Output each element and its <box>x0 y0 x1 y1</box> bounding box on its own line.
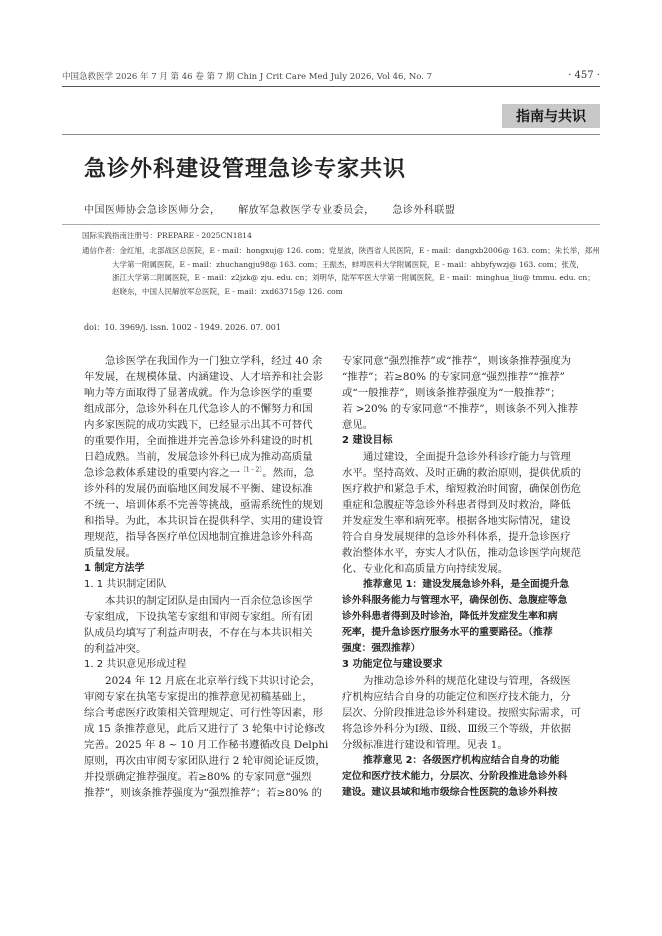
body-text-line <box>84 465 341 481</box>
body-text-line <box>84 385 341 401</box>
line-text: 并投票确定推荐强度。若≥80% 的专家同意“强烈 <box>84 771 312 783</box>
line-text: 推荐意见 1：建设发展急诊外科，是全面提升急 <box>363 579 570 590</box>
line-text: 符合自身发展规律的急诊外科体系，提升急诊医疗 <box>342 531 571 543</box>
recommendation-text-line <box>342 625 599 641</box>
line-text: 水平。坚持高效、及时正确的救治原则，提供优质的 <box>342 467 581 479</box>
line-text: 专家组成，下设执笔专家组和审阅专家组。所有团 <box>84 611 313 623</box>
body-text-line <box>84 449 341 465</box>
doi: doi：10. 3969/j. issn. 1002 - 1949. 2026. 07. 001 <box>84 323 281 332</box>
citation-ref: ［1 - 2］ <box>239 466 263 474</box>
line-text: 响力等方面取得了显著成就。作为急诊医学的重要 <box>84 387 313 399</box>
body-text-line <box>342 545 599 561</box>
line-text: 并发症发生率和病死率。根据各地实际情况，建设 <box>342 515 571 527</box>
recommendation-text-line <box>342 577 599 593</box>
line-text: 成 15 条推荐意见，此后又进行了 3 轮集中讨论修改 <box>84 723 325 735</box>
journal-line: 中国急救医学 2026 年 7 月 第 46 卷 第 7 期 Chin J Crit Care Med July 2026, Vol 46, No. 7 <box>62 72 433 82</box>
body-text-line <box>84 705 341 721</box>
line-text: 不统一、培训体系不完善等挑战，亟需系统性的规划 <box>84 499 323 511</box>
body-text-line <box>342 737 599 753</box>
body-text-line <box>84 625 341 641</box>
body-text-line <box>84 353 341 369</box>
line-text: 2 建设目标 <box>342 435 393 446</box>
title-rule-top <box>62 134 600 135</box>
body-text-line <box>84 369 341 385</box>
body-text-line <box>84 433 341 449</box>
body-text-line <box>84 753 341 769</box>
line-text: 审阅专家在执笔专家提出的推荐意见初稿基础上， <box>84 691 313 703</box>
author-group: 中国医师协会急诊医师分会， <box>84 205 221 216</box>
section-heading <box>342 433 599 449</box>
correspondence-line: 赵晓东，中国人民解放军总医院，E - mail：zxd63715@ 126. com <box>112 286 343 296</box>
line-text: 急诊急救体系建设的重要内容之一 <box>84 467 240 479</box>
line-text: 救治整体水平，夯实人才队伍，推动急诊医学向规范 <box>342 547 581 559</box>
line-text: 化、专业化和高质量方向持续发展。 <box>342 563 509 575</box>
body-text-line <box>84 769 341 785</box>
recommendation-text-line <box>342 641 599 657</box>
correspondence-line: 大学第一附属医院，E - mail：zhuchangju98@ 163. com；王振杰，蚌埠医科大学附属医院，E - mail：ahbyfywzj@ 163. com；张茂， <box>112 259 584 269</box>
line-text: 组成部分，急诊外科在几代急诊人的不懈努力和国 <box>84 403 313 415</box>
body-text-line <box>84 513 341 529</box>
body-text-line <box>342 353 599 369</box>
line-text: 分级标准进行建设和管理。见表 1。 <box>342 739 508 751</box>
line-text: 年发展，在规模体量、内涵建设、人才培养和社会影 <box>84 371 323 383</box>
line-text: 1. 2 共识意见形成过程 <box>84 659 187 670</box>
body-text-line <box>342 705 599 721</box>
recommendation-text-line <box>342 769 599 785</box>
body-text-line <box>84 673 341 689</box>
line-text: “推荐”；若≥80% 的专家同意“强烈推荐”“推荐” <box>342 371 565 383</box>
line-text: 强度：强烈推荐） <box>342 643 421 654</box>
line-text: 的重要作用，全面推进并完善急诊外科建设的时机 <box>84 435 313 447</box>
line-text: 诊外科的发展仍面临地区间发展不平衡、建设标准 <box>84 483 313 495</box>
line-text: 疗机构应结合自身的功能定位和医疗技术能力，分 <box>342 691 571 703</box>
body-text-line <box>84 481 341 497</box>
line-text: 为推动急诊外科的规范化建设与管理，各级医 <box>363 675 571 687</box>
body-text-line <box>342 529 599 545</box>
line-text: 3 功能定位与建设要求 <box>342 659 443 670</box>
body-text-line <box>84 721 341 737</box>
line-text: 诊外科患者得到及时诊治，降低并发症发生率和病 <box>342 611 558 622</box>
line-text: 专家同意“强烈推荐”或“推荐”，则该条推荐强度为 <box>342 355 572 367</box>
subsection-heading <box>84 577 341 593</box>
author-group: 急诊外科联盟 <box>392 205 456 216</box>
body-column-left <box>84 353 341 801</box>
line-text: 原则，再次由审阅专家团队进行 2 轮审阅论证反馈， <box>84 755 326 767</box>
line-text: 或“一般推荐”，则该条推荐强度为“一般推荐”； <box>342 387 561 399</box>
body-text-line <box>342 513 599 529</box>
line-text: 内多家医院的成功实践下，已经显示出其不可替代 <box>84 419 313 431</box>
line-text: 质量发展。 <box>84 547 136 559</box>
body-text-line <box>84 609 341 625</box>
body-text-line <box>84 497 341 513</box>
line-text: 1. 1 共识制定团队 <box>84 579 167 590</box>
line-text: 重症和急腹症等急诊外科患者得到及时救治，降低 <box>342 499 571 511</box>
body-text-line <box>84 737 341 753</box>
line-text: 和指导。为此，本共识旨在提供科学、实用的建设管 <box>84 515 323 527</box>
header-rule <box>62 86 600 87</box>
line-text: 1 制定方法学 <box>84 563 145 574</box>
body-text-line <box>84 529 341 545</box>
body-text-line <box>342 417 599 433</box>
line-text: 通过建设，全面提升急诊外科诊疗能力与管理 <box>363 451 571 463</box>
line-text: 的利益冲突。 <box>84 643 147 655</box>
line-text: 2024 年 12 月底在北京举行线下共识讨论会， <box>105 675 321 687</box>
running-header <box>62 70 600 84</box>
section-heading <box>84 561 341 577</box>
body-text-line <box>342 497 599 513</box>
line-text: 死率，提升急诊医疗服务水平的重要路径。（推荐 <box>342 627 553 638</box>
line-text: 定位和医疗技术能力，分层次、分阶段推进急诊外科 <box>342 771 568 782</box>
correspondence-line: 浙江大学第二附属医院，E - mail：z2jzk@ zju. edu. cn；刘明华，陆军军医大学第一附属医院，E - mail：minghua_liu@ tmmu. edu. cn； <box>112 273 595 283</box>
line-text: 。然而，急 <box>262 467 315 479</box>
line-text: 将急诊外科分为Ⅰ级、Ⅱ级、Ⅲ级三个等级，并依据 <box>342 723 571 735</box>
line-text: 若 >20% 的专家同意“不推荐”，则该条不列入推荐 <box>342 403 579 415</box>
body-text-line <box>84 593 341 609</box>
line-text: 完善。2025 年 8 ~ 10 月工作秘书遵循改良 Delphi <box>84 739 329 751</box>
line-text: 建设。建议县域和地市级综合性医院的急诊外科按 <box>342 787 558 798</box>
line-text: 日趋成熟。当前，发展急诊外科已成为推动高质量 <box>84 451 313 463</box>
body-text-line <box>84 401 341 417</box>
body-column-right <box>342 353 599 801</box>
author-list <box>84 201 469 216</box>
body-text-line <box>342 689 599 705</box>
page-number: · 457 · <box>568 70 600 81</box>
recommendation-text-line <box>342 609 599 625</box>
body-text-line <box>342 369 599 385</box>
body-text-line <box>342 561 599 577</box>
line-text: 诊外科服务能力与管理水平，确保创伤、急腹症等急 <box>342 595 568 606</box>
body-text-line <box>342 401 599 417</box>
body-text-line <box>342 481 599 497</box>
recommendation-text-line <box>342 593 599 609</box>
registration-number: 国际实践指南注册号：PREPARE - 2025CN1814 <box>82 231 252 240</box>
body-text-line <box>342 385 599 401</box>
line-text: 层次、分阶段推进急诊外科建设。按照实际需求，可 <box>342 707 581 719</box>
line-text: 理规范，指导各医疗单位因地制宜推进急诊外科高 <box>84 531 313 543</box>
line-text: 急诊医学在我国作为一门独立学科，经过 40 余 <box>105 355 323 367</box>
body-text-line <box>342 449 599 465</box>
title-rule-bottom <box>62 224 600 225</box>
subsection-heading <box>84 657 341 673</box>
recommendation-text-line <box>342 785 599 801</box>
section-heading <box>342 657 599 673</box>
body-text-line <box>84 545 341 561</box>
correspondence-block <box>82 244 604 298</box>
body-text-line <box>84 785 341 801</box>
body-text-line <box>84 689 341 705</box>
section-badge: 指南与共识 <box>502 104 600 128</box>
line-text: 综合考虑医疗政策相关管理规定、可行性等因素，形 <box>84 707 323 719</box>
article-title: 急诊外科建设管理急诊专家共识 <box>84 156 407 182</box>
line-text: 推荐意见 2：各级医疗机构应结合自身的功能 <box>363 755 560 766</box>
line-text: 本共识的制定团队是由国内一百余位急诊医学 <box>105 595 313 607</box>
recommendation-text-line <box>342 753 599 769</box>
line-text: 队成员均填写了利益声明表，不存在与本共识相关 <box>84 627 313 639</box>
body-text-line <box>342 673 599 689</box>
line-text: 意见。 <box>342 419 374 431</box>
line-text: 推荐”，则该条推荐强度为“强烈推荐”；若≥80% 的 <box>84 787 323 799</box>
correspondence-line: 通信作者：金红旭，北部战区总医院，E - mail：hongxuj@ 126. com；党星波，陕西省人民医院，E - mail：dangxb2006@ 163. com；朱长举，郑州 <box>82 246 600 255</box>
line-text: 医疗救护和紧急手术，缩短救治时间窗，确保创伤危 <box>342 483 581 495</box>
body-text-line <box>342 465 599 481</box>
author-group: 解放军急救医学专业委员会， <box>238 205 375 216</box>
body-text-line <box>84 417 341 433</box>
body-text-line <box>84 641 341 657</box>
body-text-line <box>342 721 599 737</box>
